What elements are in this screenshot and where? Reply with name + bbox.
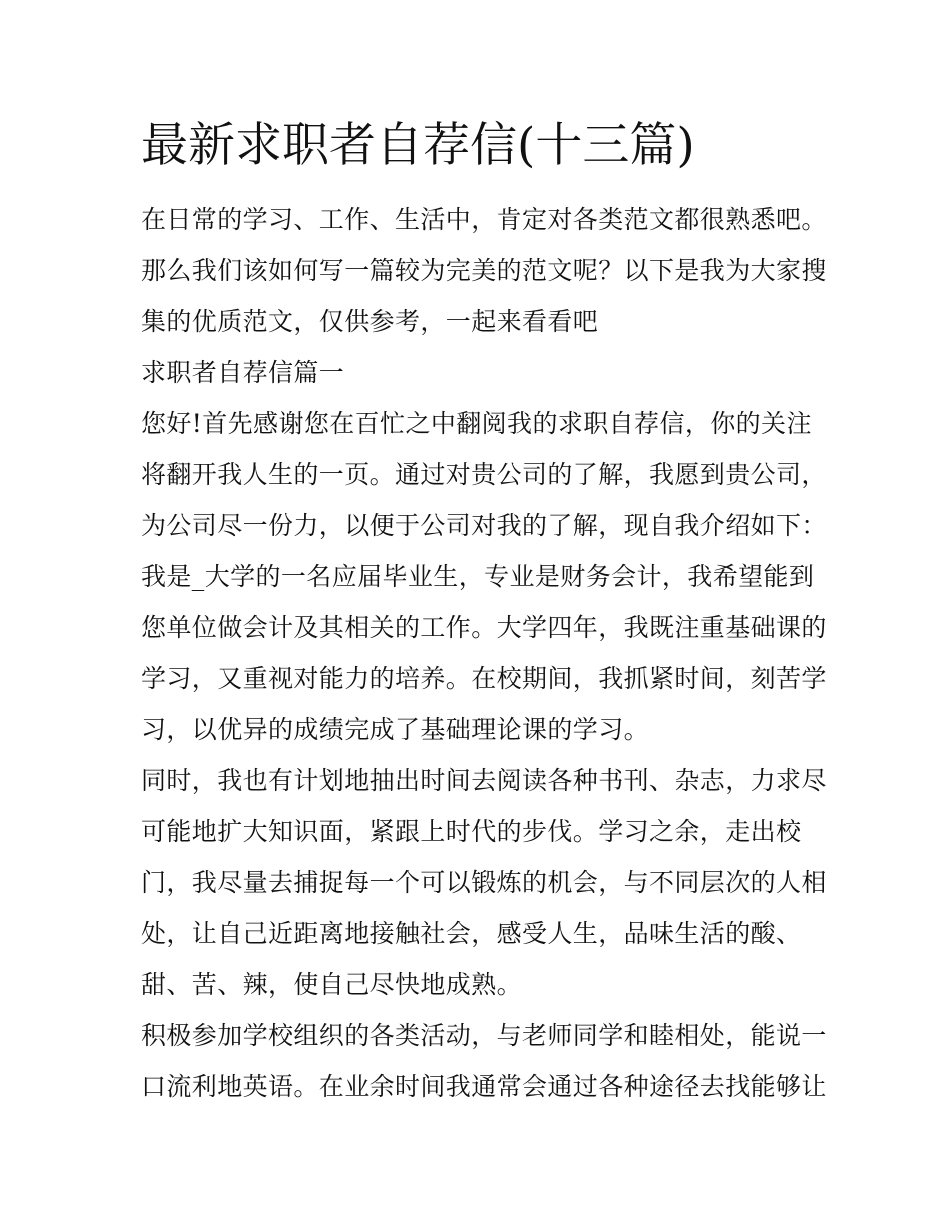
paragraph-line: 将翻开我人生的一页。通过对贵公司的了解，我愿到贵公司， bbox=[141, 460, 827, 489]
paragraph-line: 习，以优异的成绩完成了基础理论课的学习。 bbox=[141, 715, 650, 744]
paragraph-line: 学习，又重视对能力的培养。在校期间，我抓紧时间，刻苦学 bbox=[141, 664, 827, 693]
paragraph-line: 那么我们该如何写一篇较为完美的范文呢？以下是我为大家搜 bbox=[141, 256, 827, 285]
paragraph-line: 同时，我也有计划地抽出时间去阅读各种书刊、杂志，力求尽 bbox=[141, 766, 827, 795]
paragraph-line: 门，我尽量去捕捉每一个可以锻炼的机会，与不同层次的人相 bbox=[141, 868, 827, 897]
paragraph-line: 口流利地英语。在业余时间我通常会通过各种途径去找能够让 bbox=[141, 1072, 827, 1101]
paragraph-line: 我是_大学的一名应届毕业生，专业是财务会计，我希望能到 bbox=[141, 562, 815, 591]
paragraph-line: 您单位做会计及其相关的工作。大学四年，我既注重基础课的 bbox=[141, 613, 827, 642]
document-title: 最新求职者自荐信(十三篇) bbox=[141, 118, 695, 173]
section-heading: 求职者自荐信篇一 bbox=[141, 358, 345, 387]
paragraph-line: 积极参加学校组织的各类活动，与老师同学和睦相处，能说一 bbox=[141, 1021, 827, 1050]
paragraph-line: 您好!首先感谢您在百忙之中翻阅我的求职自荐信，你的关注 bbox=[141, 409, 812, 438]
paragraph-line: 处，让自己近距离地接触社会，感受人生，品味生活的酸、 bbox=[141, 919, 802, 948]
paragraph-line: 为公司尽一份力，以便于公司对我的了解，现自我介绍如下： bbox=[141, 511, 827, 540]
paragraph-line: 可能地扩大知识面，紧跟上时代的步伐。学习之余，走出校 bbox=[141, 817, 802, 846]
paragraph-line: 甜、苦、辣，使自己尽快地成熟。 bbox=[141, 970, 523, 999]
paragraph-line: 集的优质范文，仅供参考，一起来看看吧 bbox=[141, 307, 599, 336]
paragraph-line: 在日常的学习、工作、生活中，肯定对各类范文都很熟悉吧。 bbox=[141, 205, 827, 234]
